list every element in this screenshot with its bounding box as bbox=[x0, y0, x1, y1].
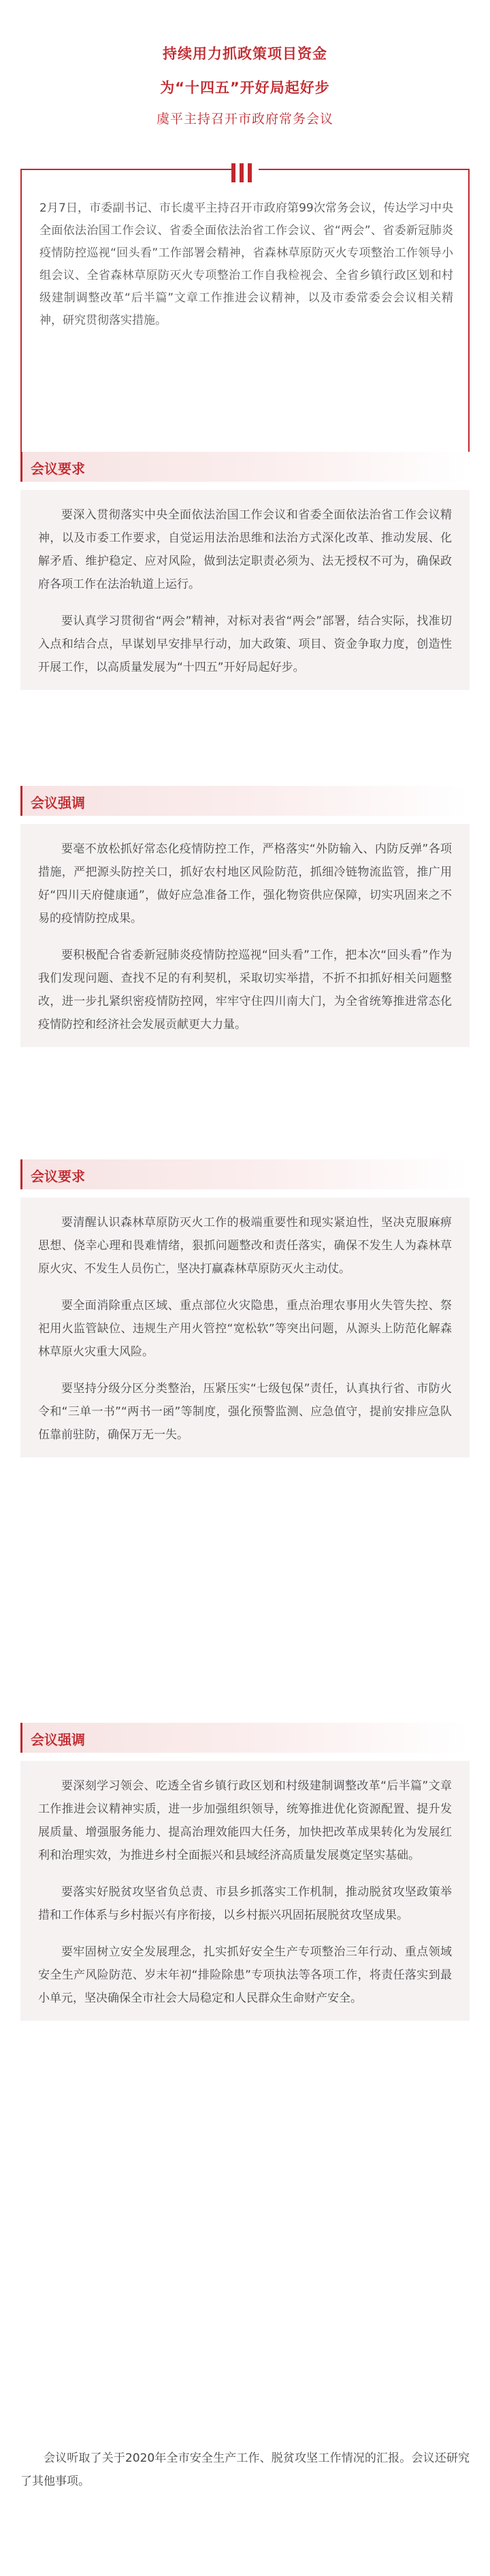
section-heading bbox=[20, 452, 470, 482]
section-heading bbox=[20, 786, 470, 816]
headline-line-2: 为“十四五”开好局起好步 bbox=[160, 80, 330, 96]
section-paragraph: 要毫不放松抓好常态化疫情防控工作，严格落实“外防输入、内防反弹”各项措施，严把源头防控关口，抓好农村地区风险防范，抓细冷链物流监管，推广用好“四川天府健康通”，做好应急准备工作，强化物资供应保障，切实巩固来之不易的疫情防控成果。 bbox=[38, 842, 452, 925]
section-paragraph: 要全面消除重点区域、重点部位火灾隐患，重点治理农事用火失管失控、祭祀用火监管缺位、违规生产用火管控“宽松软”等突出问题，从源头上防范化解森林草原火灾重大风险。 bbox=[38, 1299, 452, 1359]
section-paragraph: 要深刻学习领会、吃透全省乡镇行政区划和村级建制调整改革“后半篇”文章工作推进会议精神实质，进一步加强组织领导，统筹推进优化资源配置、提升发展质量、增强服务能力、提高治理效能四大任务，加快把改革成果转化为发展红利和治理实效，为推进乡村全面振兴和县域经济高质量发展奠定坚实基础。 bbox=[38, 1779, 452, 1862]
section-heading-label: 会议强调 bbox=[31, 795, 85, 811]
section-body bbox=[20, 824, 470, 1047]
decorative-bars-icon bbox=[231, 155, 259, 182]
closing-paragraph: 会议听取了关于2020年全市安全生产工作、脱贫攻坚工作情况的汇报。会议还研究了其他事项。 bbox=[20, 2451, 470, 2488]
subheadline: 虞平主持召开市政府常务会议 bbox=[156, 112, 333, 127]
section-paragraph: 要积极配合省委新冠肺炎疫情防控巡视“回头看”工作，把本次“回头看”作为我们发现问题、查找不足的有利契机，采取切实举措，不折不扣抓好相关问题整改，进一步扎紧织密疫情防控网，牢牢守住四川南大门，为全省统筹推进常态化疫情防控和经济社会发展贡献更大力量。 bbox=[38, 948, 452, 1031]
section-paragraph: 要牢固树立安全发展理念，扎实抓好安全生产专项整治三年行动、重点领域安全生产风险防范、岁末年初“排险除患”专项执法等各项工作，将责任落实到最小单元，坚决确保全市社会大局稳定和人民群众生命财产安全。 bbox=[38, 1945, 452, 2005]
section-meeting-requirements-1 bbox=[20, 452, 470, 690]
headline-line-1: 持续用力抓政策项目资金 bbox=[163, 46, 327, 62]
intro-paragraph: 2月7日，市委副书记、市长虞平主持召开市政府第99次常务会议，传达学习中央全面依法治国工作会议、省委全面依法治省工作会议、省“两会”、省委新冠肺炎疫情防控巡视“回头看”工作部署会精神，省森林草原防灭火专项整治工作领导小组会议、全省森林草原防灭火专项整治工作自我检视会、全省乡镇行政区划和村级建制调整改革“后半篇”文章工作推进会议精神，以及市委常委会会议相关精神，研究贯彻落实措施。 bbox=[39, 201, 453, 327]
section-heading-label: 会议要求 bbox=[31, 1168, 85, 1185]
section-heading bbox=[20, 1723, 470, 1753]
section-body bbox=[20, 490, 470, 690]
section-meeting-requirements-2 bbox=[20, 1159, 470, 1457]
section-meeting-emphasis-1 bbox=[20, 786, 470, 1047]
section-meeting-emphasis-2 bbox=[20, 1723, 470, 2021]
section-heading-label: 会议强调 bbox=[31, 1732, 85, 1748]
intro-box bbox=[20, 155, 470, 480]
section-paragraph: 要落实好脱贫攻坚省负总责、市县乡抓落实工作机制，推动脱贫攻坚政策举措和工作体系与乡村振兴有序衔接，以乡村振兴巩固拓展脱贫攻坚成果。 bbox=[38, 1885, 452, 1922]
section-paragraph: 要深入贯彻落实中央全面依法治国工作会议和省委全面依法治省工作会议精神，以及市委工作要求，自觉运用法治思维和法治方式深化改革、推动发展、化解矛盾、维护稳定、应对风险，做到法定职责必须为、法无授权不可为，确保政府各项工作在法治轨道上运行。 bbox=[38, 508, 452, 591]
section-heading bbox=[20, 1159, 470, 1189]
section-heading-label: 会议要求 bbox=[31, 461, 85, 477]
section-body bbox=[20, 1198, 470, 1457]
section-body bbox=[20, 1761, 470, 2021]
section-paragraph: 要认真学习贯彻省“两会”精神，对标对表省“两会”部署，结合实际，找准切入点和结合点，早谋划早安排早行动，加大政策、项目、资金争取力度，创造性开展工作，以高质量发展为“十四五”开好局起好步。 bbox=[38, 614, 452, 674]
article-header bbox=[0, 0, 490, 129]
section-paragraph: 要坚持分级分区分类整治，压紧压实“七级包保”责任，认真执行省、市防火令和“三单一书”“两书一函”等制度，强化预警监测、应急值守，提前安排应急队伍靠前驻防，确保万无一失。 bbox=[38, 1382, 452, 1442]
section-paragraph: 要清醒认识森林草原防灭火工作的极端重要性和现实紧迫性，坚决克服麻痹思想、侥幸心理和畏难情绪，狠抓问题整改和责任落实，确保不发生人为森林草原火灾、不发生人员伤亡，坚决打赢森林草原防灭火主动仗。 bbox=[38, 1216, 452, 1276]
